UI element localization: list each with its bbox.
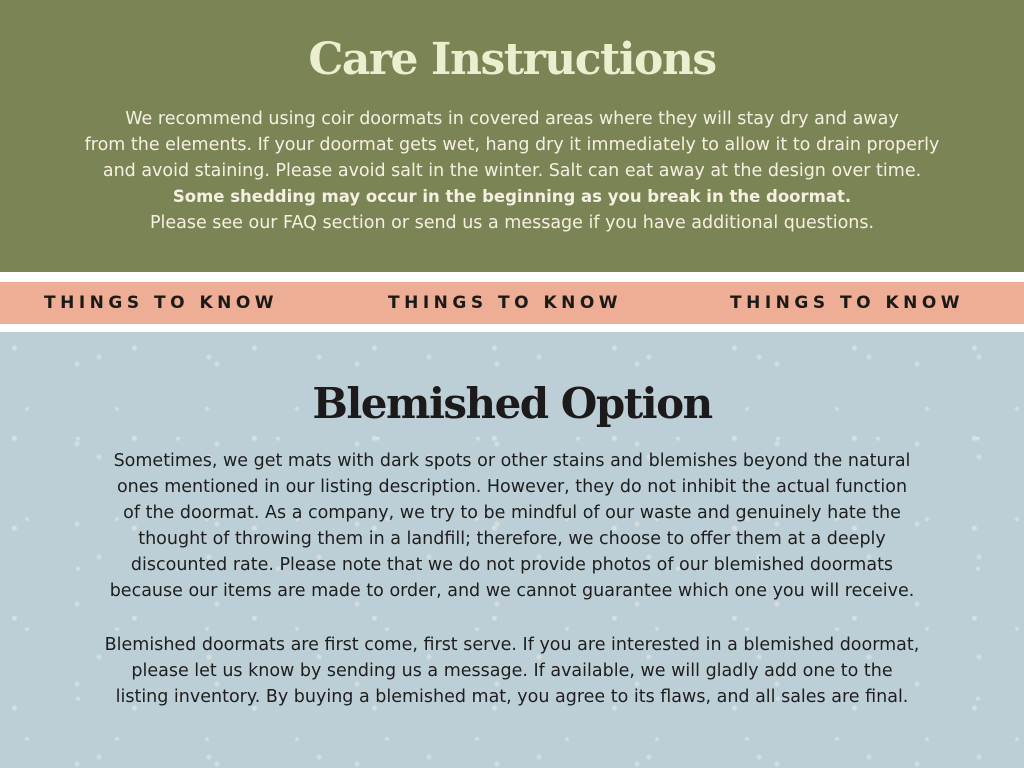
blemished-paragraph-2 (20, 632, 1004, 710)
divider (0, 324, 1024, 332)
care-line: and avoid staining. Please avoid salt in the winter. Salt can eat away at the design over time. (102, 161, 922, 181)
care-instructions-section (0, 0, 1024, 272)
paragraph-line: because our items are made to order, and we cannot guarantee which one you will receive. (109, 581, 915, 601)
paragraph-line: thought of throwing them in a landfill; therefore, we choose to offer them at a deeply (138, 529, 886, 549)
paragraph-line: discounted rate. Please note that we do not provide photos of our blemished doormats (130, 555, 894, 575)
blemished-paragraph-1 (20, 448, 1004, 604)
paragraph-line: of the doormat. As a company, we try to be mindful of our waste and genuinely hate the (123, 503, 901, 523)
divider (0, 272, 1024, 282)
banner-text: THINGS TO KNOW (388, 293, 623, 313)
paragraph-line: Sometimes, we get mats with dark spots or other stains and blemishes beyond the natural (113, 451, 911, 471)
banner-text: THINGS TO KNOW (730, 293, 965, 313)
blemished-option-section (0, 332, 1024, 768)
care-instructions-title: Care Instructions (308, 34, 716, 85)
paragraph-line: Blemished doormats are first come, first serve. If you are interested in a blemished doormat, (104, 635, 920, 655)
faq-note: Please see our FAQ section or send us a message if you have additional questions. (149, 213, 875, 233)
paragraph-line: ones mentioned in our listing description. However, they do not inhibit the actual function (116, 477, 908, 497)
things-to-know-banner (0, 282, 1024, 324)
shedding-note: Some shedding may occur in the beginning as you break in the doormat. (172, 187, 852, 206)
blemished-option-title: Blemished Option (312, 379, 712, 428)
care-line: We recommend using coir doormats in covered areas where they will stay dry and away (125, 109, 899, 129)
banner-text: THINGS TO KNOW (44, 293, 279, 313)
paragraph-line: listing inventory. By buying a blemished mat, you agree to its flaws, and all sales are final. (115, 687, 909, 707)
care-line: from the elements. If your doormat gets wet, hang dry it immediately to allow it to drain properly (84, 135, 940, 155)
care-instructions-body (20, 106, 1004, 236)
paragraph-line: please let us know by sending us a message. If available, we will gladly add one to the (131, 661, 893, 681)
